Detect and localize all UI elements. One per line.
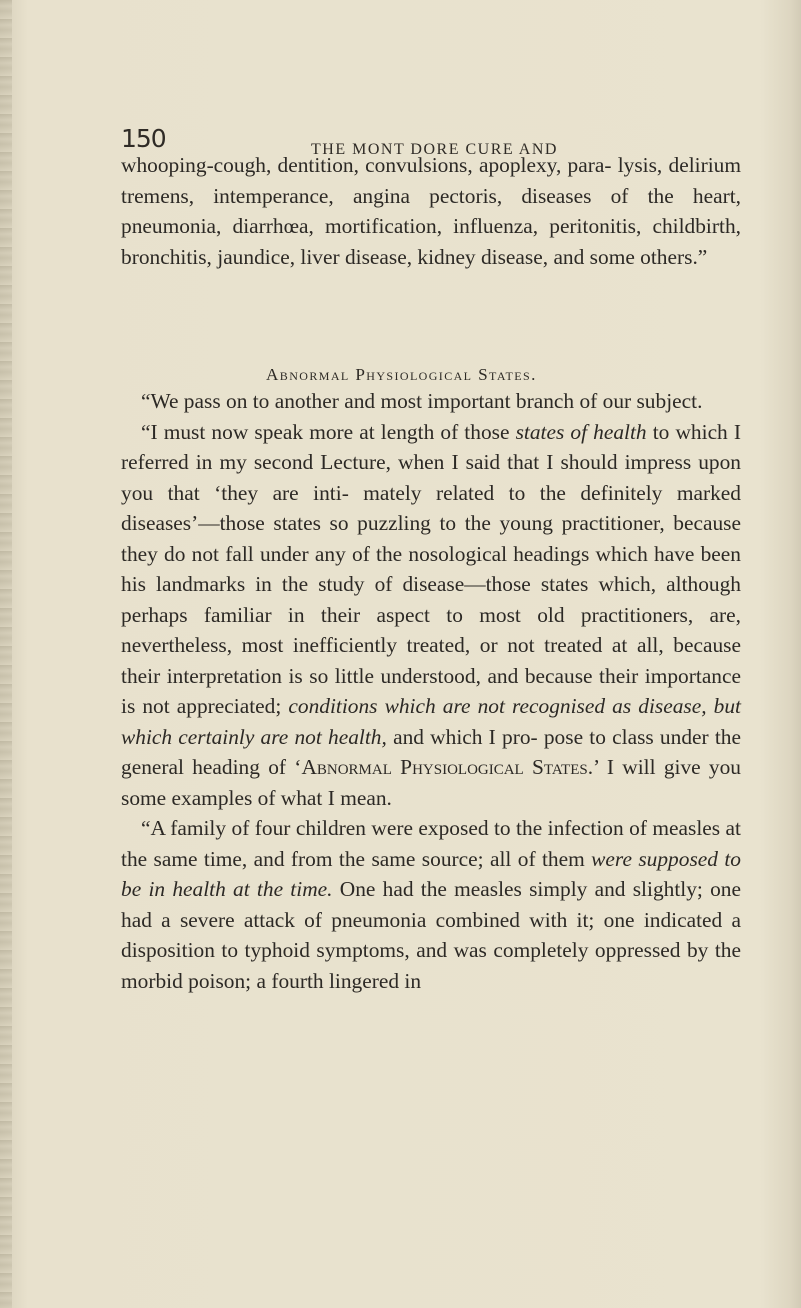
running-head: THE MONT DORE CURE AND [311, 141, 558, 158]
paragraph-2-italic-2: conditions which are not recognised as disease, but which certainly are not health, [121, 694, 741, 749]
paragraph-2 [121, 417, 741, 814]
paragraph-2-italic-1: states of health [515, 419, 647, 444]
main-text-block [121, 386, 741, 996]
paragraph-1 [121, 386, 741, 417]
paragraph-3-text-a: “A family of four children were exposed to the infection of measles at the same time, and from the same source; all of them [121, 816, 741, 871]
paragraph-2-small-caps: Abnormal Physiological States [301, 755, 588, 779]
paragraph-2-text-b: to which I referred in my second Lecture, when I said that I should impress upon you that ‘they are inti- mately related to the definitely marked diseases’—those states so puzzling to the young practitioner, because they do not fall under any of the nosological headings which have been his landmarks in the study of disease—those states which, although perhaps familiar in their aspect to most old practitioners, are, nevertheless, most inefficiently treated, or not treated at all, because their interpretation is so little understood, and because their importance is not appreciated; [121, 419, 741, 718]
paragraph-2-text-d: .’ I will give you some examples of what I mean. [121, 755, 742, 810]
paragraph-3-text-b: One had the measles simply and slightly; one had a severe attack of pneumonia combined with it; one indicated a disposition to typhoid symptoms, and was completely oppressed by the morbid poison; a fourth lingered in [121, 877, 741, 993]
page-number: 150 [121, 124, 166, 153]
page-edge-shadow [0, 0, 12, 1308]
intro-quote-text: whooping-cough, dentition, convulsions, apoplexy, para- lysis, delirium tremens, intemperance, angina pectoris, diseases of the heart, pneumonia, diarrhœa, mortification, influenza, peritonitis, childbirth, bronchitis, jaundice, liver disease, kidney disease, and some others.” [121, 153, 741, 269]
intro-quote-paragraph [121, 150, 741, 272]
paragraph-2-text-c: and which I pro- pose to class under the general heading of ‘ [121, 724, 741, 779]
paragraph-1-text: “We pass on to another and most important branch of our subject. [141, 389, 703, 413]
paragraph-2-text-a: “I must now speak more at length of those [141, 419, 516, 444]
paragraph-3-italic: were supposed to be in health at the time. [121, 846, 742, 901]
paragraph-3 [121, 813, 741, 996]
section-heading: Abnormal Physiological States. [266, 365, 537, 384]
